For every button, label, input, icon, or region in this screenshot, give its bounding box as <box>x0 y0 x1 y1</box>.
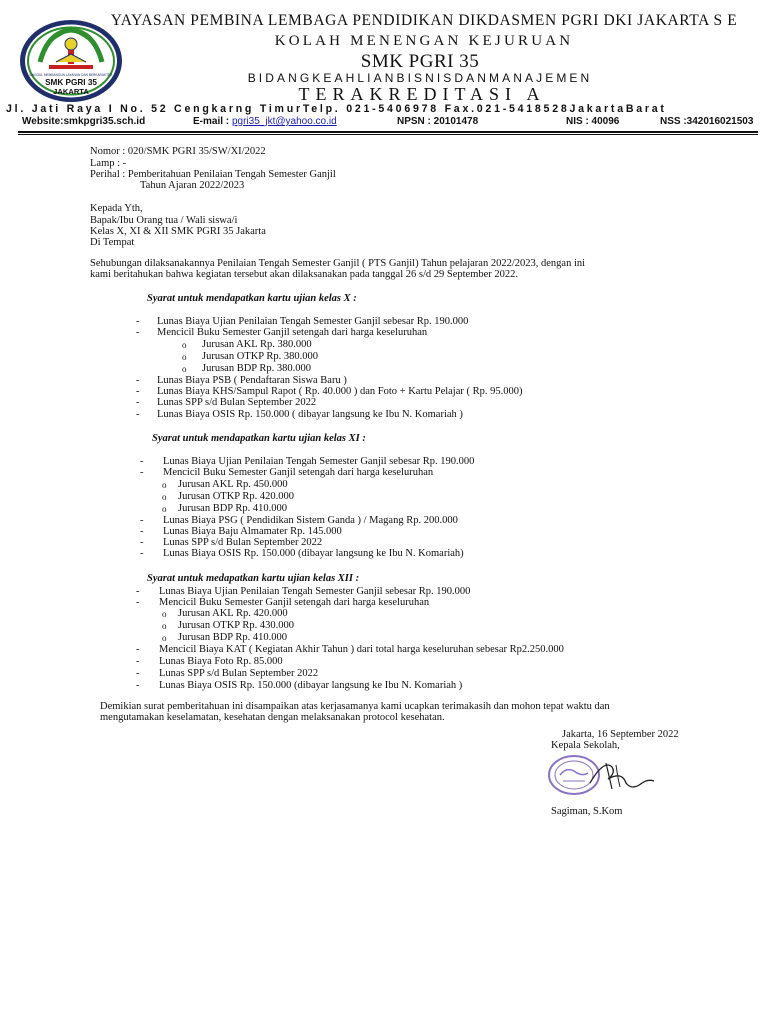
class-x-heading: Syarat untuk mendapatkan kartu ujian kelas X : <box>147 293 357 304</box>
class-xii-item: Lunas Biaya Foto Rp. 85.000 <box>159 656 283 667</box>
sub-bullet: o <box>162 480 167 490</box>
subject-line: Perihal : Pemberitahuan Penilaian Tengah Semester Ganjil <box>90 169 336 180</box>
bullet-dash: - <box>140 548 144 559</box>
school-name: SMK PGRI 35 <box>360 51 480 72</box>
bullet-dash: - <box>136 656 140 667</box>
bullet-dash: - <box>140 467 144 478</box>
class-x-item: Mencicil Buku Semester Ganjil setengah dari harga keseluruhan <box>157 327 428 338</box>
class-x-major-price: Jurusan AKL Rp. 380.000 <box>202 339 312 350</box>
recipient-parents: Bapak/Ibu Orang tua / Wali siswa/i <box>90 215 238 226</box>
class-xi-item: Lunas SPP s/d Bulan September 2022 <box>163 537 323 548</box>
bullet-dash: - <box>140 515 144 526</box>
place-date: Jakarta, 16 September 2022 <box>562 729 679 740</box>
class-xii-item: Lunas SPP s/d Bulan September 2022 <box>159 668 319 679</box>
bullet-dash: - <box>136 597 140 608</box>
class-xii-major-price: Jurusan OTKP Rp. 430.000 <box>178 620 294 631</box>
bullet-dash: - <box>136 316 140 327</box>
class-xii-item: Mencicil Biaya KAT ( Kegiatan Akhir Tahun ) dari total harga keseluruhan sebesar Rp2.250.000 <box>159 644 564 655</box>
class-xi-item: Lunas Biaya PSG ( Pendidikan Sistem Ganda ) / Magang Rp. 200.000 <box>163 515 458 526</box>
bullet-dash: - <box>136 397 140 408</box>
nss-text: NSS :342016021503 <box>660 116 754 127</box>
bullet-dash: - <box>136 680 140 691</box>
sub-bullet: o <box>182 364 187 374</box>
letter-number: Nomor : 020/SMK PGRI 35/SW/XI/2022 <box>90 146 266 157</box>
svg-text:UNGGUL MEMBANGUN LAYANAN DAN B: UNGGUL MEMBANGUN LAYANAN DAN BERKARAKTER <box>29 73 113 77</box>
class-xi-major-price: Jurusan BDP Rp. 410.000 <box>178 503 287 514</box>
bullet-dash: - <box>140 526 144 537</box>
npsn-text: NPSN : 20101478 <box>397 116 479 127</box>
bullet-dash: - <box>136 386 140 397</box>
class-xii-item: Lunas Biaya OSIS Rp. 150.000 (dibayar langsung ke Ibu N. Komariah ) <box>159 680 463 691</box>
class-xi-major-price: Jurusan OTKP Rp. 420.000 <box>178 491 294 502</box>
class-x-item: Lunas Biaya PSB ( Pendaftaran Siswa Baru ) <box>157 375 347 386</box>
email-label: E-mail : <box>193 116 230 127</box>
bullet-dash: - <box>140 456 144 467</box>
bullet-dash: - <box>136 668 140 679</box>
class-xii-heading: Syarat untuk medapatkan kartu ujian kelas XII : <box>147 573 360 584</box>
school-address: Jl. Jati Raya I No. 52 Cengkarng TimurTelp. 021-5406978 Fax.021-5418528JakartaBarat <box>6 103 667 115</box>
intro-line-2: kami beritahukan bahwa kegiatan tersebut akan dilaksanakan pada tanggal 26 s/d 29 September 2022. <box>90 269 519 280</box>
school-stamp-signature <box>546 753 658 797</box>
svg-text:JAKARTA: JAKARTA <box>53 87 89 96</box>
class-x-major-price: Jurusan OTKP Rp. 380.000 <box>202 351 318 362</box>
school-type: KOLAH MENENGAN KEJURUAN <box>274 33 574 49</box>
class-xi-heading: Syarat untuk mendapatkan kartu ujian kelas XI : <box>152 433 366 444</box>
header-rule <box>18 131 758 133</box>
class-x-item: Lunas Biaya KHS/Sampul Rapot ( Rp. 40.000 ) dan Foto + Kartu Pelajar ( Rp. 95.000) <box>157 386 523 397</box>
bullet-dash: - <box>136 409 140 420</box>
class-x-item: Lunas SPP s/d Bulan September 2022 <box>157 397 317 408</box>
sub-bullet: o <box>162 504 167 514</box>
bullet-dash: - <box>136 375 140 386</box>
attachment-line: Lamp : - <box>90 158 127 169</box>
class-x-major-price: Jurusan BDP Rp. 380.000 <box>202 363 311 374</box>
header-rule-thin <box>18 134 758 135</box>
closing-line-1: Demikian surat pemberitahuan ini disampaikan atas kerjasamanya kami ucapkan terimakasih dan mohon tepat waktu dan <box>100 701 610 712</box>
bullet-dash: - <box>140 537 144 548</box>
svg-text:SMK PGRI 35: SMK PGRI 35 <box>45 78 97 87</box>
class-xii-item: Mencicil Buku Semester Ganjil setengah dari harga keseluruhan <box>159 597 430 608</box>
foundation-name: YAYASAN PEMBINA LEMBAGA PENDIDIKAN DIKDASMEN PGRI DKI JAKARTA S E <box>110 12 738 29</box>
class-x-item: Lunas Biaya Ujian Penilaian Tengah Semester Ganjil sebesar Rp. 190.000 <box>157 316 469 327</box>
sub-bullet: o <box>162 492 167 502</box>
class-xi-item: Mencicil Buku Semester Ganjil setengah dari harga keseluruhan <box>163 467 434 478</box>
signer-title: Kepala Sekolah, <box>551 740 620 751</box>
website-text: Website:smkpgri35.sch.id <box>22 116 146 127</box>
sub-bullet: o <box>162 621 167 631</box>
contact-row <box>0 116 768 130</box>
class-x-item: Lunas Biaya OSIS Rp. 150.000 ( dibayar langsung ke Ibu N. Komariah ) <box>157 409 463 420</box>
email-link[interactable]: pgri35_jkt@yahoo.co.id <box>232 116 337 127</box>
class-xii-item: Lunas Biaya Ujian Penilaian Tengah Semester Ganjil sebesar Rp. 190.000 <box>159 586 471 597</box>
accreditation: TERAKREDITASI A <box>298 84 546 104</box>
recipient-greeting: Kepada Yth, <box>90 203 143 214</box>
class-xi-item: Lunas Biaya Ujian Penilaian Tengah Semester Ganjil sebesar Rp. 190.000 <box>163 456 475 467</box>
recipient-classes: Kelas X, XI & XII SMK PGRI 35 Jakarta <box>90 226 266 237</box>
bullet-dash: - <box>136 586 140 597</box>
sub-bullet: o <box>182 352 187 362</box>
class-xi-item: Lunas Biaya Baju Almamater Rp. 145.000 <box>163 526 342 537</box>
class-xi-major-price: Jurusan AKL Rp. 450.000 <box>178 479 288 490</box>
class-xii-major-price: Jurusan AKL Rp. 420.000 <box>178 608 288 619</box>
intro-line-1: Sehubungan dilaksanakannya Penilaian Tengah Semester Ganjil ( PTS Ganjil) Tahun pelajaran 2022/2023, dengan ini <box>90 258 586 269</box>
subject-year: Tahun Ajaran 2022/2023 <box>140 180 245 191</box>
nis-text: NIS : 40096 <box>566 116 620 127</box>
sub-bullet: o <box>162 633 167 643</box>
bullet-dash: - <box>136 644 140 655</box>
expertise-field: BIDANGKEAHLIANBISNISDANMANAJEMEN <box>247 71 593 85</box>
class-xii-major-price: Jurusan BDP Rp. 410.000 <box>178 632 287 643</box>
signer-name: Sagiman, S.Kom <box>551 806 623 817</box>
class-xi-item: Lunas Biaya OSIS Rp. 150.000 (dibayar langsung ke Ibu N. Komariah) <box>163 548 464 559</box>
recipient-place: Di Tempat <box>90 237 135 248</box>
closing-line-2: mengutamakan keselamatan, kesehatan dengan melaksanakan protocol kesehatan. <box>100 712 445 723</box>
sub-bullet: o <box>182 340 187 350</box>
sub-bullet: o <box>162 609 167 619</box>
bullet-dash: - <box>136 327 140 338</box>
